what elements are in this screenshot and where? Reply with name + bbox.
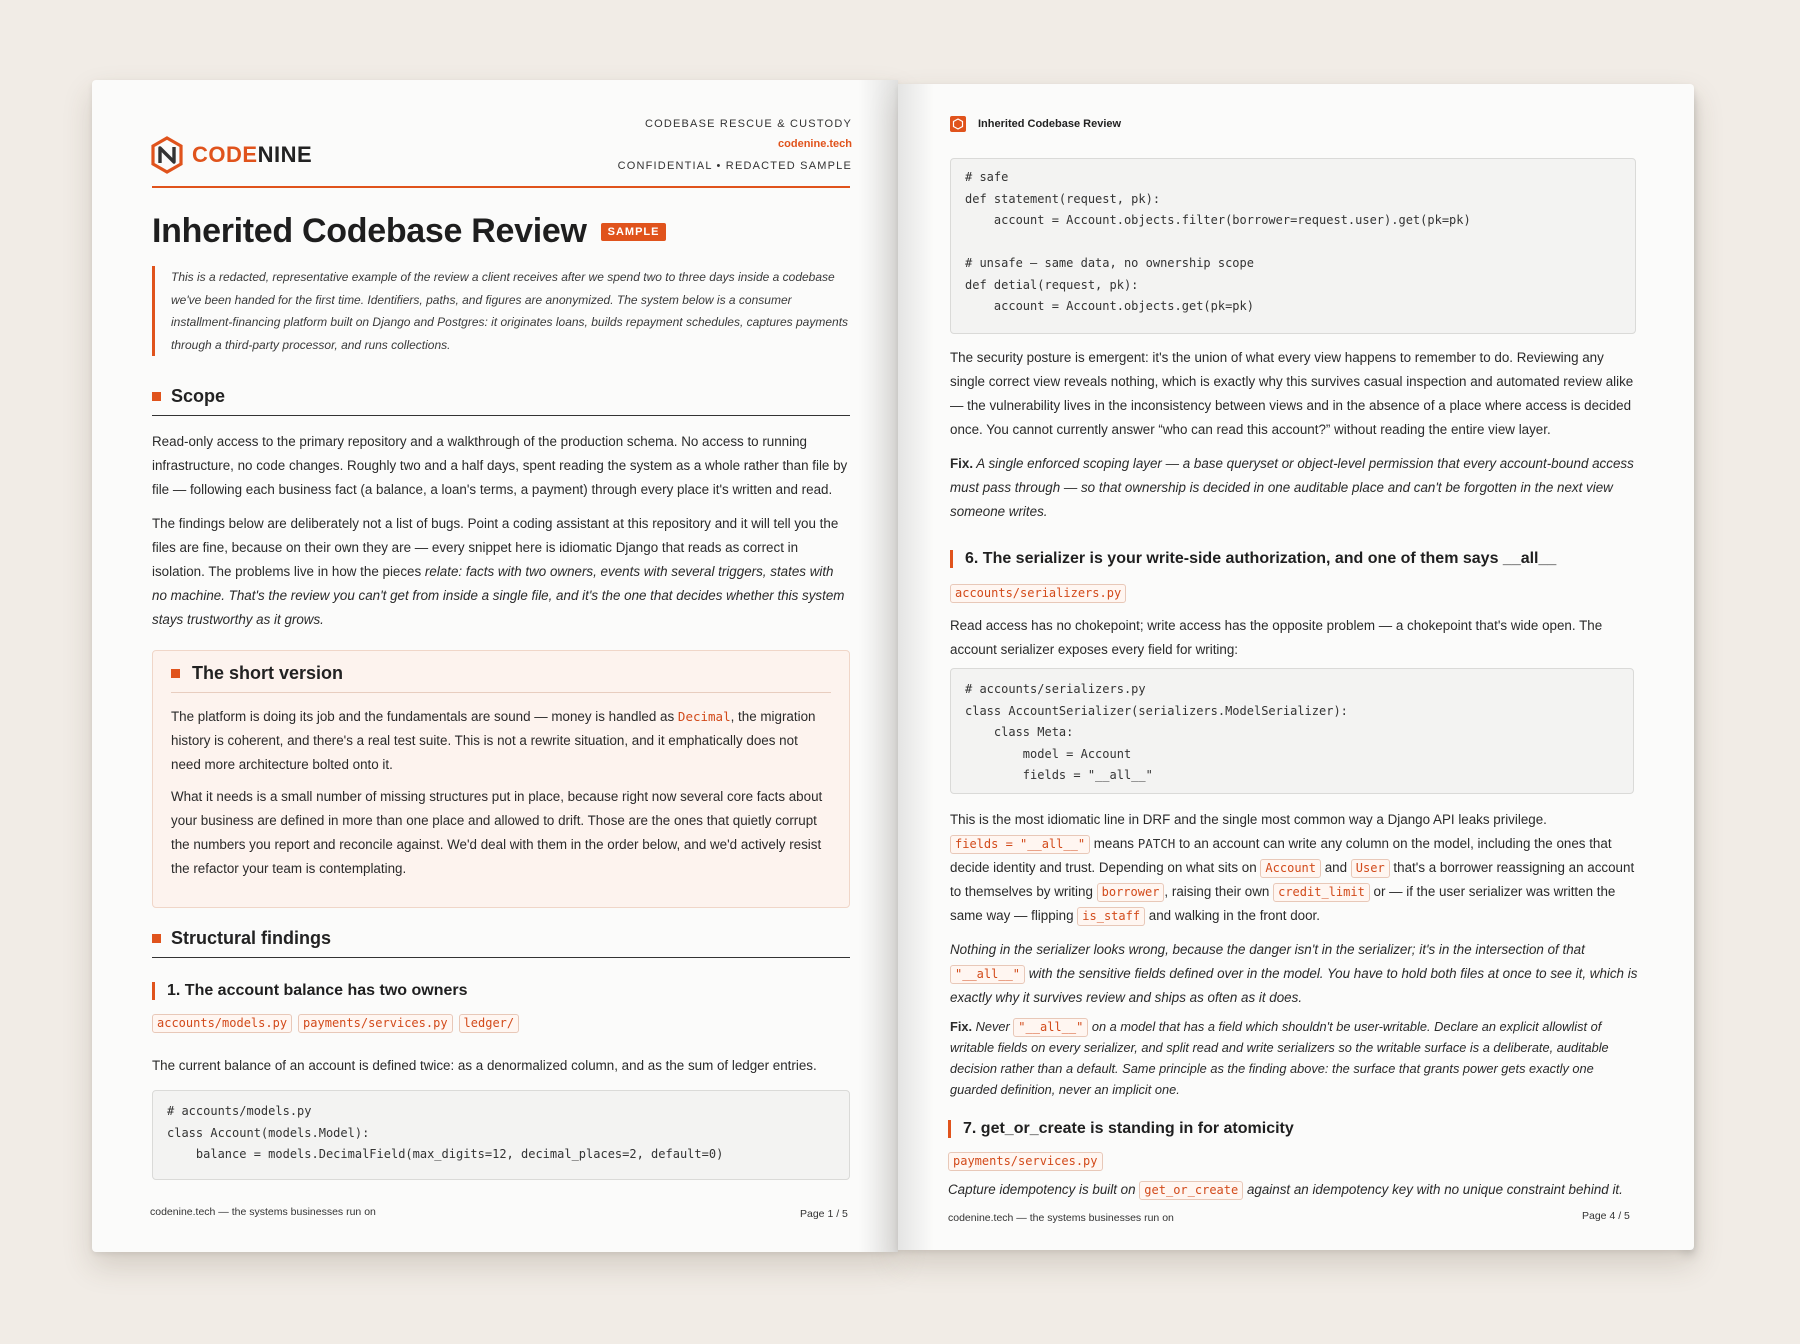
p2-f: , raising their own xyxy=(1164,884,1274,899)
p2-c: to an account can write any column on the model, including the ones that decide identity and trust. Depending on what sits on xyxy=(950,836,1612,875)
short-version-heading-label: The short version xyxy=(192,663,344,683)
f7-a: Capture idempotency is built on xyxy=(948,1182,1140,1197)
p2-g: or — if the user serializer was written the same way — flipping xyxy=(950,884,1616,923)
finding-1-text: The current balance of an account is defined twice: as a denormalized column, and as the sum of ledger entries. xyxy=(152,1058,817,1073)
scope-heading xyxy=(152,386,850,416)
borrower-code: borrower xyxy=(1097,883,1165,902)
fix-5-text: A single enforced scoping layer — a base queryset or object-level permission that every account-bound access must pass through — so that ownership is decided in one auditable place and can't be forgotten in the next view someone writes. xyxy=(950,456,1634,519)
brand-name-accent: CODE xyxy=(192,142,258,167)
file-chip: accounts/serializers.py xyxy=(950,584,1126,603)
intro-note xyxy=(152,266,850,356)
fix-label: Fix. xyxy=(950,1019,973,1034)
p2-h: and walking in the front door. xyxy=(1145,908,1320,923)
header-classification: CONFIDENTIAL • REDACTED SAMPLE xyxy=(617,160,852,172)
credit-limit-code: credit_limit xyxy=(1273,883,1370,902)
running-head-title: Inherited Codebase Review xyxy=(978,118,1122,130)
patch-code: PATCH xyxy=(1137,836,1176,851)
finding-6-title: 6. The serializer is your write-side authorization, and one of them says __all__ xyxy=(950,550,1640,568)
user-code: User xyxy=(1351,859,1390,878)
header-rule xyxy=(152,186,850,188)
finding-1-files xyxy=(152,1014,850,1033)
short-version-paragraph-2: What it needs is a small number of missing structures put in place, because right now several core facts about your business are defined in more than one place and allowed to drift. Those are the ones that quietly corrupt the numbers you report and reconcile against. We'd deal with them in the order below, and we'd actively resist the refactor your team is contemplating. xyxy=(171,789,823,876)
p3-b: with the sensitive fields defined over in the model. You have to hold both files at once to see it, which is exactly why it survives review and ships as often as it does. xyxy=(950,966,1638,1005)
get-or-create-code: get_or_create xyxy=(1139,1181,1243,1200)
scope-p2-part-b: : facts with two owners, events with several triggers, states with no machine. That's the review you can't get from inside a single file, and it's the one that decides whether this system stays trustworthy as it grows. xyxy=(152,564,845,627)
square-bullet-icon xyxy=(152,392,161,401)
finding-7-title: 7. get_or_create is standing in for atomicity xyxy=(948,1120,1638,1138)
sample-badge: SAMPLE xyxy=(601,223,667,241)
p3-a: Nothing in the serializer looks wrong, because the danger isn't in the serializer; it's in the intersection of that xyxy=(950,942,1585,957)
finding-1-title: 1. The account balance has two owners xyxy=(152,982,850,1000)
finding-7-paragraph xyxy=(948,1178,1638,1202)
left-page-number: Page 1 / 5 xyxy=(800,1208,848,1220)
scope-paragraph-2 xyxy=(152,512,850,632)
short-version-heading xyxy=(171,663,831,693)
fix-6-a: Never xyxy=(972,1019,1014,1034)
security-posture-paragraph: The security posture is emergent: it's the union of what every view happens to remember to do. Reviewing any single correct view reveals nothing, which is exactly why this survives casual inspection and automated review alike — the vulnerability lives in the inconsistency between views and in the absence of a place where access is decided once. You cannot currently answer “who can read this account?” without reading the entire view layer. xyxy=(950,350,1634,437)
header-meta xyxy=(618,114,852,178)
scoping-code-block: # safe def statement(request, pk): account = Account.objects.filter(borrower=request.user).get(pk=pk) # unsafe — same data, no ownership scope def detial(request, pk): account = Account.objects.get(pk=pk) xyxy=(950,158,1636,334)
square-bullet-icon xyxy=(171,669,180,678)
fix-6-paragraph xyxy=(950,1016,1640,1100)
intro-text: This is a redacted, representative example of the review a client receives after we spend two to three days inside a codebase we've been handed for the first time. Identifiers, paths, and figures are anonymized. The system below is a consumer installment-financing platform built on Django and Postgres: it originates loans, builds repayment schedules, captures payments through a third-party processor, and runs collections. xyxy=(171,270,849,352)
structural-findings-heading xyxy=(152,928,850,958)
structural-heading-label: Structural findings xyxy=(171,928,332,948)
codenine-badge-icon xyxy=(950,116,966,132)
file-chip: payments/services.py xyxy=(948,1152,1103,1171)
short-version-box xyxy=(152,650,850,908)
fix-5-paragraph xyxy=(950,452,1640,524)
fix-6-b: on a model that has a field which shouldn't be user-writable. Declare an explicit allowlist of writable fields on every serializer, and split read and write serializers so the writable surface is a deliberate, auditable decision rather than a default. Same principle as the finding above: the surface that grants power gets exactly one guarded definition, never an implicit one. xyxy=(950,1019,1609,1097)
fields-all-code: fields = "__all__" xyxy=(950,835,1090,854)
short-p1-part-b: , the migration history is coherent, and there's a real test suite. This is not a rewrite situation, and it emphatically does not need more architecture bolted onto it. xyxy=(171,709,816,772)
brand-logo xyxy=(150,136,312,174)
header-site: codenine.tech xyxy=(778,138,852,150)
account-code: Account xyxy=(1260,859,1321,878)
finding-1-code-block: # accounts/models.py class Account(models.Model): balance = models.DecimalField(max_digits=12, decimal_places=2, default=0) xyxy=(152,1090,850,1180)
short-version-paragraph-1 xyxy=(171,705,831,777)
file-chip: payments/services.py xyxy=(298,1014,453,1033)
title-row xyxy=(152,212,666,251)
finding-6-paragraph-1: Read access has no chokepoint; write access has the opposite problem — a chokepoint that's wide open. The account serializer exposes every field for writing: xyxy=(950,618,1603,657)
p2-a: This is the most idiomatic line in DRF and the single most common way a Django API leaks privilege. xyxy=(950,812,1547,827)
fix-label: Fix. xyxy=(950,456,974,471)
finding-6-paragraph-3 xyxy=(950,938,1640,1010)
p2-d: and xyxy=(1321,860,1351,875)
scope-p2-emphasis: relate xyxy=(424,564,459,579)
file-chip: ledger/ xyxy=(459,1014,520,1033)
scope-p2-part-a: The findings below are deliberately not a list of bugs. Point a coding assistant at this repository and it will tell you the files are fine, because on their own they are — every snippet here is idiomatic Django that reads as correct in isolation. The problems live in how the pieces xyxy=(152,516,839,579)
header-tagline: CODEBASE RESCUE & CUSTODY xyxy=(644,118,852,130)
brand-name-rest: NINE xyxy=(257,142,313,167)
file-chip: accounts/models.py xyxy=(152,1014,292,1033)
scope-paragraph-1: Read-only access to the primary repository and a walkthrough of the production schema. No access to running infrastructure, no code changes. Roughly two and a half days, spent reading the system as a whole rather than file by file — following each business fact (a balance, a loan's terms, a payment) through every place it's written and read. xyxy=(152,434,848,497)
right-footer-text: codenine.tech — the systems businesses run on xyxy=(948,1212,1174,1224)
square-bullet-icon xyxy=(152,934,161,943)
right-page-number: Page 4 / 5 xyxy=(1582,1210,1630,1222)
page-title: Inherited Codebase Review xyxy=(152,212,587,250)
scope-heading-label: Scope xyxy=(171,386,226,406)
left-footer-text: codenine.tech — the systems businesses run on xyxy=(150,1206,376,1218)
short-p1-part-a: The platform is doing its job and the fundamentals are sound — money is handled as xyxy=(171,709,678,724)
codenine-logo-icon xyxy=(150,136,184,174)
serializer-code-block: # accounts/serializers.py class AccountSerializer(serializers.ModelSerializer): class Meta: model = Account fields = "__all__" xyxy=(950,668,1634,794)
finding-6-paragraph-2 xyxy=(950,808,1640,928)
decimal-inline-code: Decimal xyxy=(677,709,731,724)
p2-b: means xyxy=(1090,836,1138,851)
p2-e: that's a borrower reassigning an account to themselves by writing xyxy=(950,860,1635,899)
running-head xyxy=(950,116,1121,132)
f7-b: against an idempotency key with no unique constraint behind it. xyxy=(1243,1182,1623,1197)
all-code: "__all__" xyxy=(950,965,1025,984)
all-code: "__all__" xyxy=(1013,1018,1088,1037)
is-staff-code: is_staff xyxy=(1077,907,1145,926)
